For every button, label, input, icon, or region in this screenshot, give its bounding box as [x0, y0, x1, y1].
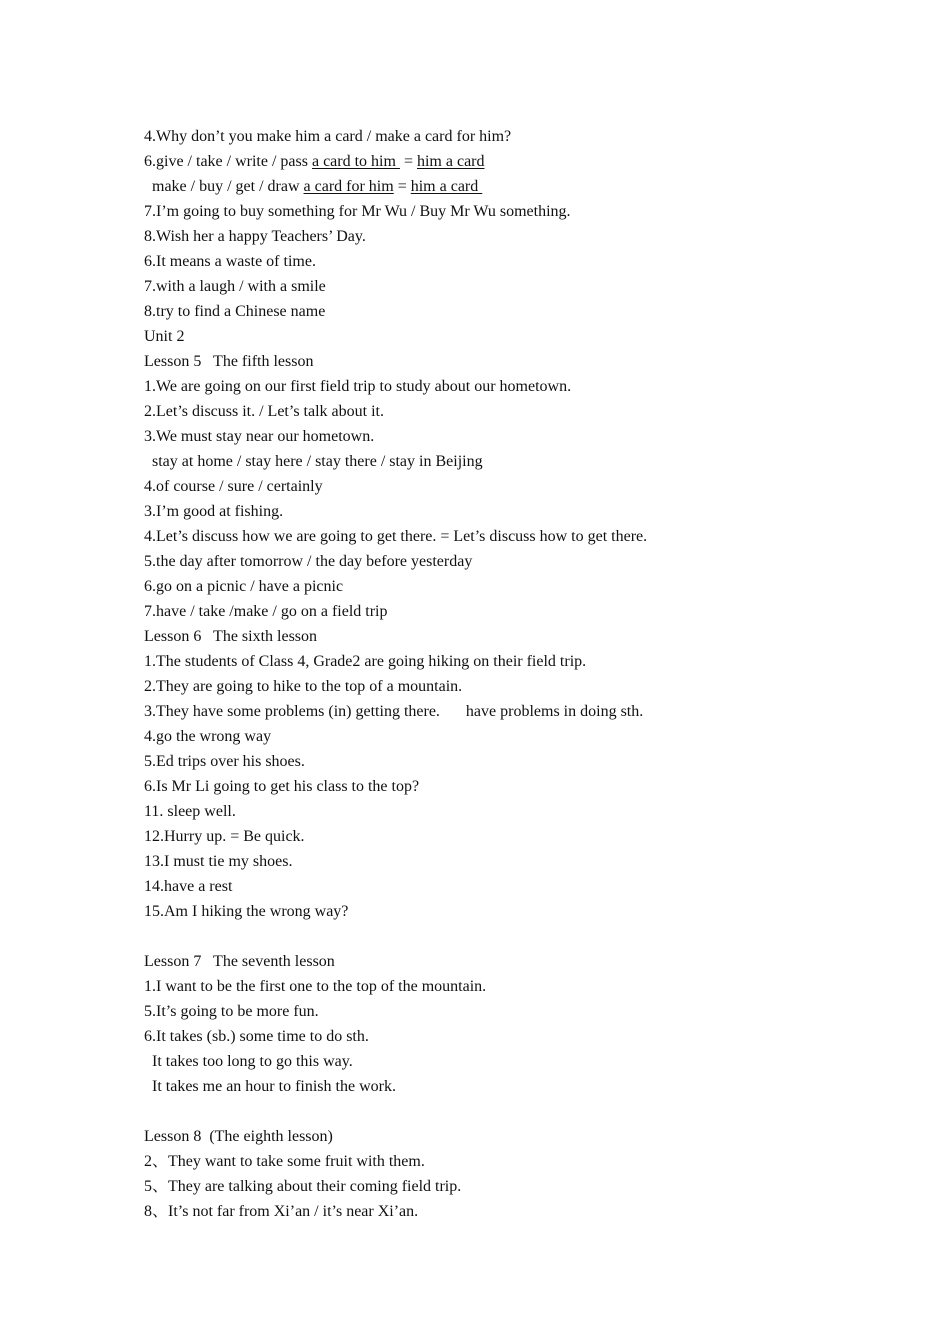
underlined-phrase: him a card	[410, 178, 483, 195]
text-segment: 6.give / take / write / pass	[144, 153, 312, 170]
text-line: 3.I’m good at fishing.	[144, 503, 284, 520]
text-line: 4.go the wrong way	[144, 728, 272, 745]
text-line: 6.go on a picnic / have a picnic	[144, 578, 344, 595]
text-line: 6.It means a waste of time.	[144, 253, 316, 270]
text-line	[144, 174, 844, 199]
text-segment: 3.They have some problems (in) getting there.	[144, 703, 440, 720]
text-line: 14.have a rest	[144, 878, 233, 895]
text-line: 5.It’s going to be more fun.	[144, 1003, 319, 1020]
text-line: 1.We are going on our first field trip to study about our hometown.	[144, 378, 572, 395]
document-page	[144, 124, 844, 1224]
text-line: 8.try to find a Chinese name	[144, 303, 326, 320]
text-line: 4.of course / sure / certainly	[144, 478, 323, 495]
blank-line	[144, 924, 844, 949]
text-line: 7.I’m going to buy something for Mr Wu / Buy Mr Wu something.	[144, 203, 571, 220]
text-line: It takes me an hour to finish the work.	[152, 1078, 396, 1095]
text-line: 4.Let’s discuss how we are going to get there. = Let’s discuss how to get there.	[144, 528, 648, 545]
text-line: 1.I want to be the first one to the top of the mountain.	[144, 978, 487, 995]
text-line: 3.We must stay near our hometown.	[144, 428, 375, 445]
text-line: 8.Wish her a happy Teachers’ Day.	[144, 228, 366, 245]
lesson-heading: Lesson 7 The seventh lesson	[144, 953, 335, 970]
text-line: 7.have / take /make / go on a field trip	[144, 603, 388, 620]
text-line: 4.Why don’t you make him a card / make a card for him?	[144, 128, 512, 145]
text-line: 6.It takes (sb.) some time to do sth.	[144, 1028, 369, 1045]
text-line: It takes too long to go this way.	[152, 1053, 353, 1070]
lesson-heading: Lesson 5 The fifth lesson	[144, 353, 314, 370]
text-line: 15.Am I hiking the wrong way?	[144, 903, 349, 920]
text-line: 2.They are going to hike to the top of a mountain.	[144, 678, 463, 695]
text-segment: =	[399, 153, 417, 170]
text-line: 8、It’s not far from Xi’an / it’s near Xi’an.	[144, 1203, 419, 1220]
text-segment: =	[393, 178, 411, 195]
lesson-heading: Lesson 8 (The eighth lesson)	[144, 1128, 333, 1145]
underlined-phrase: him a card	[416, 153, 485, 170]
text-line: 6.Is Mr Li going to get his class to the top?	[144, 778, 420, 795]
text-segment: have problems in doing sth.	[465, 703, 644, 720]
underlined-phrase: a card for him	[303, 178, 394, 195]
text-line: 11. sleep well.	[144, 803, 236, 820]
blank-line	[144, 1099, 844, 1124]
text-line: 7.with a laugh / with a smile	[144, 278, 326, 295]
text-line: 13.I must tie my shoes.	[144, 853, 293, 870]
text-line	[144, 699, 844, 724]
lesson-heading: Lesson 6 The sixth lesson	[144, 628, 318, 645]
text-line	[144, 149, 844, 174]
text-line: 2.Let’s discuss it. / Let’s talk about it.	[144, 403, 384, 420]
text-line: stay at home / stay here / stay there / stay in Beijing	[152, 453, 483, 470]
text-line: 5.the day after tomorrow / the day before yesterday	[144, 553, 473, 570]
text-segment: make / buy / get / draw	[152, 178, 304, 195]
text-line: 2、They want to take some fruit with them.	[144, 1153, 425, 1170]
underlined-phrase: a card to him	[311, 153, 400, 170]
text-line: 12.Hurry up. = Be quick.	[144, 828, 305, 845]
unit-heading: Unit 2	[144, 328, 185, 345]
text-line: 1.The students of Class 4, Grade2 are going hiking on their field trip.	[144, 653, 587, 670]
text-line: 5、They are talking about their coming field trip.	[144, 1178, 462, 1195]
text-line: 5.Ed trips over his shoes.	[144, 753, 305, 770]
